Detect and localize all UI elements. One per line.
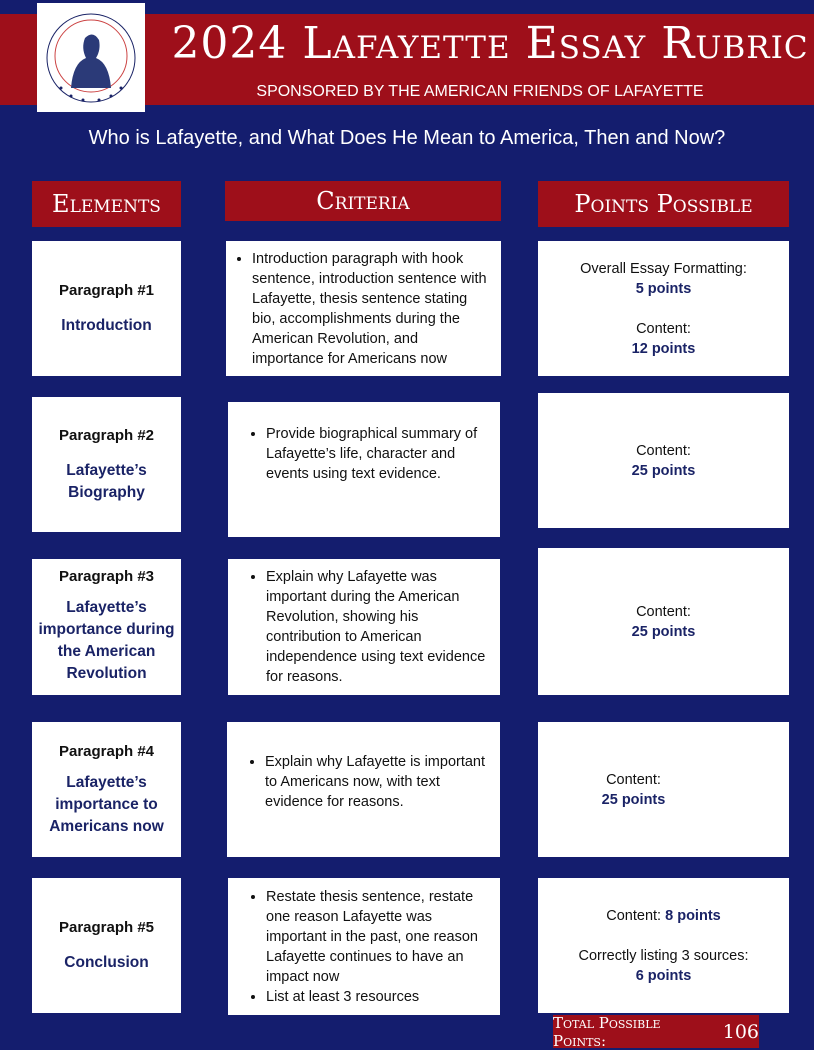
criteria-cell: [228, 559, 500, 695]
paragraph-name: Lafayette’s importance to Americans now: [49, 773, 164, 835]
criteria-cell: [227, 722, 500, 857]
page-title: 2024 Lafayette Essay Rubric: [171, 18, 809, 69]
paragraph-label: Paragraph #1: [58, 281, 155, 299]
afl-logo: [37, 3, 145, 112]
points-cell: [538, 548, 789, 695]
points-label: Correctly listing 3 sources:: [578, 947, 749, 964]
total-label: Total Possible Points:: [553, 1013, 661, 1050]
criteria-item: • Explain why Lafayette is important to Americans now, with text evidence for reasons.: [265, 752, 490, 812]
points-value: 25 points: [631, 462, 696, 479]
criteria-cell: [228, 402, 500, 537]
paragraph-label: Paragraph #4: [58, 742, 155, 760]
element-cell: [32, 241, 181, 376]
paragraph-name: Conclusion: [64, 953, 149, 971]
paragraph-label: Paragraph #3: [58, 568, 155, 585]
element-cell: [32, 559, 181, 695]
points-cell: [538, 241, 789, 376]
points-label: Content:: [636, 320, 691, 337]
paragraph-label: Paragraph #5: [58, 918, 155, 936]
header-points: Points Possible: [538, 181, 789, 227]
essay-question: Who is Lafayette, and What Does He Mean to America, Then and Now?: [88, 127, 726, 149]
points-label: Content:: [606, 771, 661, 788]
paragraph-name: Lafayette’s importance during the American Revolution: [38, 599, 175, 682]
element-cell: [32, 878, 181, 1013]
paragraph-name: Introduction: [61, 316, 152, 334]
points-label: Content:: [636, 442, 691, 459]
criteria-cell: [228, 878, 500, 1015]
criteria-item: • Provide biographical summary of Lafayette’s life, character and events using text evidence.: [266, 424, 490, 484]
points-value: 5 points: [635, 280, 692, 297]
points-label: Content:: [636, 603, 691, 620]
paragraph-name: Lafayette’s Biography: [66, 461, 147, 501]
points-value: 25 points: [601, 791, 666, 808]
points-value: 6 points: [635, 967, 692, 984]
points-cell: [538, 393, 789, 528]
criteria-item: • Explain why Lafayette was important during the American Revolution, showing his contribution to American independence using text evidence for reasons.: [266, 567, 490, 687]
total-points-banner: [553, 1015, 759, 1048]
paragraph-label: Paragraph #2: [58, 426, 155, 444]
points-value: 25 points: [631, 623, 696, 640]
header-criteria: Criteria: [225, 181, 501, 221]
element-cell: [32, 397, 181, 532]
criteria-item: • Restate thesis sentence, restate one reason Lafayette was important in the past, one reason Lafayette continues to have an impact now: [266, 887, 490, 987]
element-cell: [32, 722, 181, 857]
points-cell: [538, 878, 789, 1013]
criteria-cell: [226, 241, 501, 376]
points-cell: [538, 722, 789, 857]
total-value: 106: [722, 1020, 759, 1043]
lafayette-portrait-seal-icon: [41, 8, 141, 108]
criteria-item: • Introduction paragraph with hook sentence, introduction sentence with Lafayette, thesis sentence stating bio, accomplishments during the American Revolution, and importance for Americans now: [252, 249, 491, 369]
header-elements: Elements: [32, 181, 181, 227]
points-value: 8 points: [665, 907, 721, 924]
points-label: Overall Essay Formatting:: [580, 260, 747, 277]
page-subtitle: SPONSORED BY THE AMERICAN FRIENDS OF LAFAYETTE: [256, 83, 704, 100]
points-value: 12 points: [631, 340, 696, 357]
criteria-item: • List at least 3 resources: [266, 987, 490, 1007]
points-label: Content:: [606, 907, 662, 924]
